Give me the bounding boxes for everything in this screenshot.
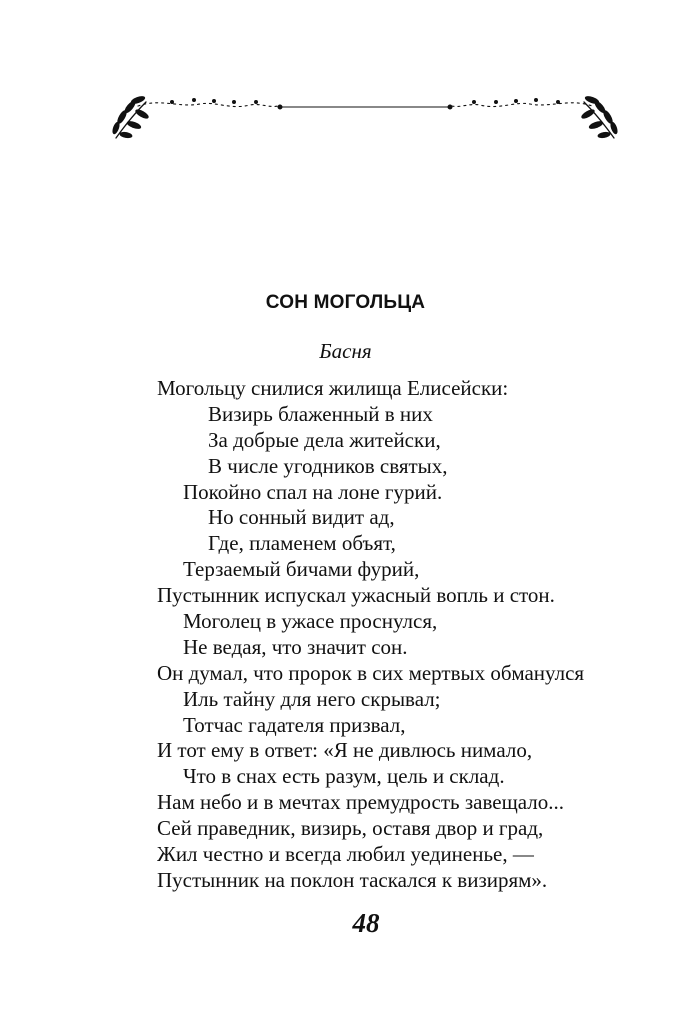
poem-line: Терзаемый бичами фурий, <box>183 557 420 582</box>
poem-line: Визирь блаженный в них <box>208 401 433 426</box>
poem-line: За добрые дела житейски, <box>208 427 441 452</box>
poem-line: Но сонный видит ад, <box>208 505 395 530</box>
poem-body <box>157 376 584 894</box>
poem-title: СОН МОГОЛЬЦА <box>265 292 426 313</box>
poem-line: Тотчас гадателя призвал, <box>183 712 406 737</box>
poem-line: Могольцу снилися жилища Елисейски: <box>157 376 509 400</box>
poem-line: Иль тайну для него скрывал; <box>183 686 441 711</box>
laurel-sprig-divider-icon <box>110 80 620 150</box>
poem-line: Моголец в ужасе проснулся, <box>183 609 438 634</box>
poem-subtitle: Басня <box>319 339 372 363</box>
poem-line: Жил честно и всегда любил уединенье, — <box>157 842 534 867</box>
poem-line: Сей праведник, визирь, оставя двор и град, <box>157 816 544 841</box>
poem-line: Пустынник на поклон таскался к визирям». <box>157 867 548 892</box>
poem-line: И тот ему в ответ: «Я не дивлюсь нимало, <box>157 738 533 763</box>
poem-line: Не ведая, что значит сон. <box>183 634 408 659</box>
poem-line: Что в снах есть разум, цель и склад. <box>183 764 505 789</box>
poem-line: Он думал, что пророк в сих мертвых обманулся <box>157 660 585 685</box>
poem-line: Нам небо и в мечтах премудрость завещало... <box>157 790 565 815</box>
poem-line: Где, пламенем объят, <box>208 531 396 556</box>
poem-line: В числе угодников святых, <box>208 453 448 478</box>
poem-line: Покойно спал на лоне гурий. <box>183 479 443 504</box>
poem-line: Пустынник испускал ужасный вопль и стон. <box>157 583 555 608</box>
page-number: 48 <box>352 908 380 938</box>
